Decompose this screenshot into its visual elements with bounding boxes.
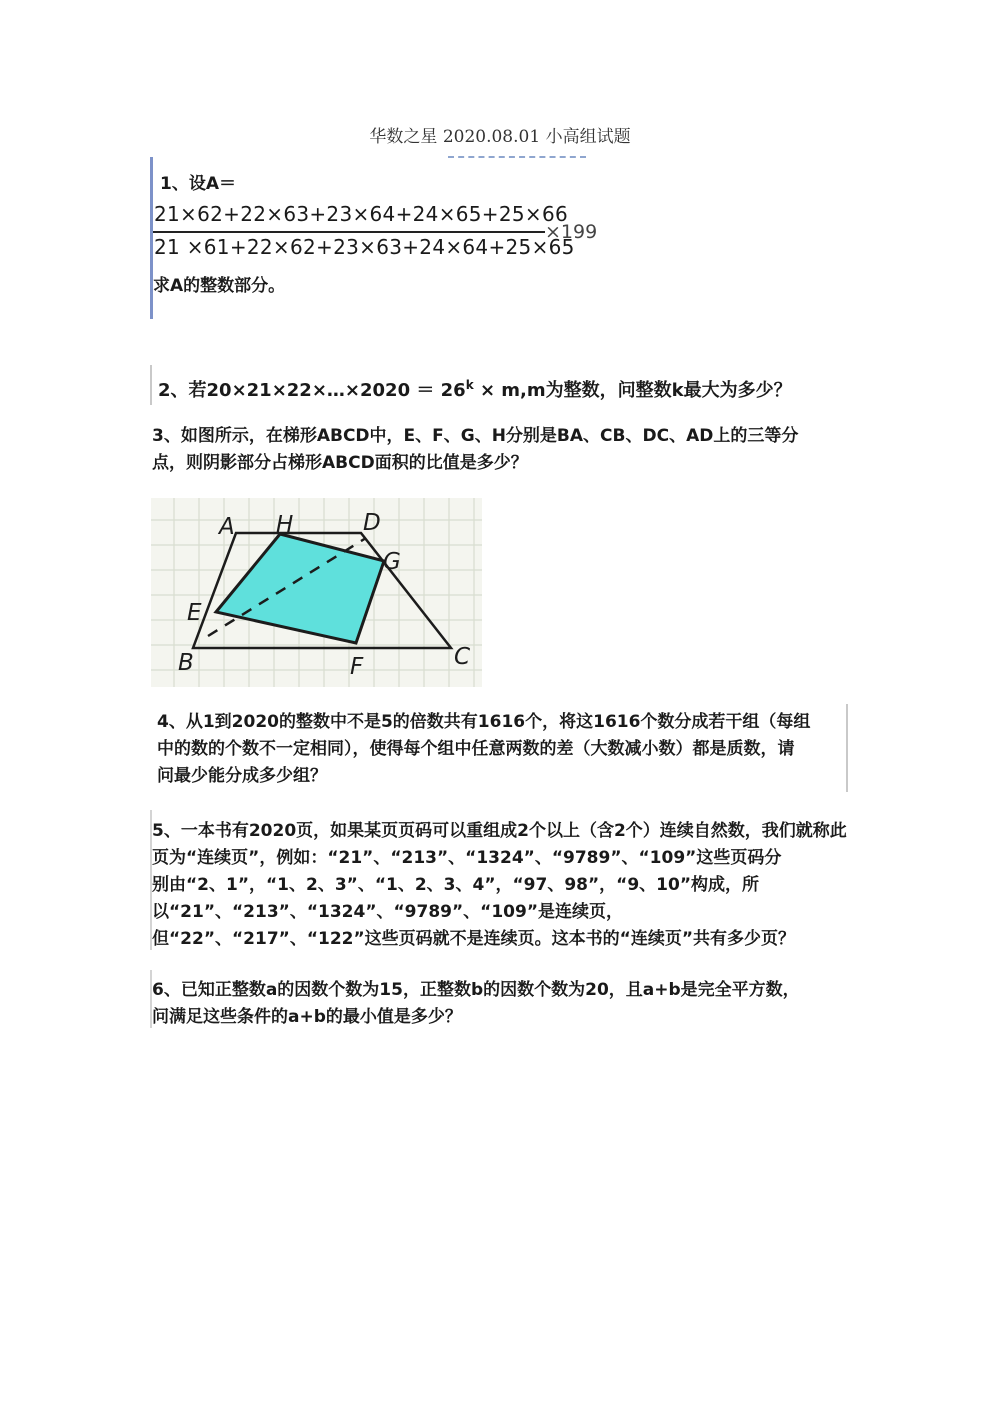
question-2 xyxy=(158,372,792,404)
question-1-fraction-bar xyxy=(153,231,545,233)
question-5-line-1: 5、一本书有2020页，如果某页页码可以重组成2个以上（含2个）连续自然数，我们就称此 xyxy=(152,821,847,841)
label-g: G xyxy=(383,549,401,575)
question-1-numerator: 21×62+22×63+23×64+24×65+25×66 xyxy=(154,202,569,226)
question-4-line-3: 问最少能分成多少组？ xyxy=(157,766,327,786)
question-1-task: 求A的整数部分。 xyxy=(153,276,286,296)
question-5 xyxy=(152,818,852,953)
title-underline xyxy=(448,156,586,158)
label-f: F xyxy=(350,654,364,680)
question-5-line-2: 页为“连续页”，例如：“21”、“213”、“1324”、“9789”、“109”这些页码分 xyxy=(152,848,782,868)
question-6 xyxy=(152,977,852,1031)
question-2-expression: 2、若20×21×22×…×2020 ＝ 26 xyxy=(158,380,466,401)
label-b: B xyxy=(178,650,194,676)
question-2-question: × m,m为整数，问整数k最大为多少？ xyxy=(473,380,792,401)
question-5-line-4: 以“21”、“213”、“1324”、“9789”、“109”是连续页， xyxy=(152,902,623,922)
question-3-line-2: 点，则阴影部分占梯形ABCD面积的比值是多少？ xyxy=(152,453,528,473)
question-4-line-2: 中的数的个数不一定相同），使得每个组中任意两数的差（大数减小数）都是质数，请 xyxy=(157,739,795,759)
question-4-line-1: 4、从1到2020的整数中不是5的倍数共有1616个，将这1616个数分成若干组（每组 xyxy=(157,712,811,732)
question-3-line-1: 3、如图所示，在梯形ABCD中，E、F、G、H分别是BA、CB、DC、AD上的三等分 xyxy=(152,426,799,446)
label-d: D xyxy=(363,510,381,536)
question-6-line-2: 问满足这些条件的a+b的最小值是多少？ xyxy=(152,1007,462,1027)
question-2-exponent: k xyxy=(465,378,474,392)
question-4 xyxy=(157,709,857,790)
question-1-multiplier: ×199 xyxy=(545,221,598,243)
question-3 xyxy=(152,423,852,477)
label-e: E xyxy=(187,600,202,626)
question-1-heading: 1、设A＝ xyxy=(160,174,236,194)
label-h: H xyxy=(276,512,294,538)
page-title: 华数之星 2020.08.01 小高组试题 xyxy=(369,127,631,147)
question-5-line-3: 别由“2、1”，“1、2、3”、“1、2、3、4”，“97、98”，“9、10”构成，所 xyxy=(152,875,759,895)
label-a: A xyxy=(219,514,235,540)
trapezoid-figure xyxy=(151,498,482,687)
question-6-line-1: 6、已知正整数a的因数个数为15，正整数b的因数个数为20，且a+b是完全平方数， xyxy=(152,980,800,1000)
question-5-line-5: 但“22”、“217”、“122”这些页码就不是连续页。这本书的“连续页”共有多少页？ xyxy=(152,929,796,949)
question-2-margin-bar xyxy=(150,365,152,405)
question-1-denominator: 21 ×61+22×62+23×63+24×64+25×65 xyxy=(154,235,575,259)
trapezoid-diagram xyxy=(151,498,482,687)
label-c: C xyxy=(454,644,471,670)
